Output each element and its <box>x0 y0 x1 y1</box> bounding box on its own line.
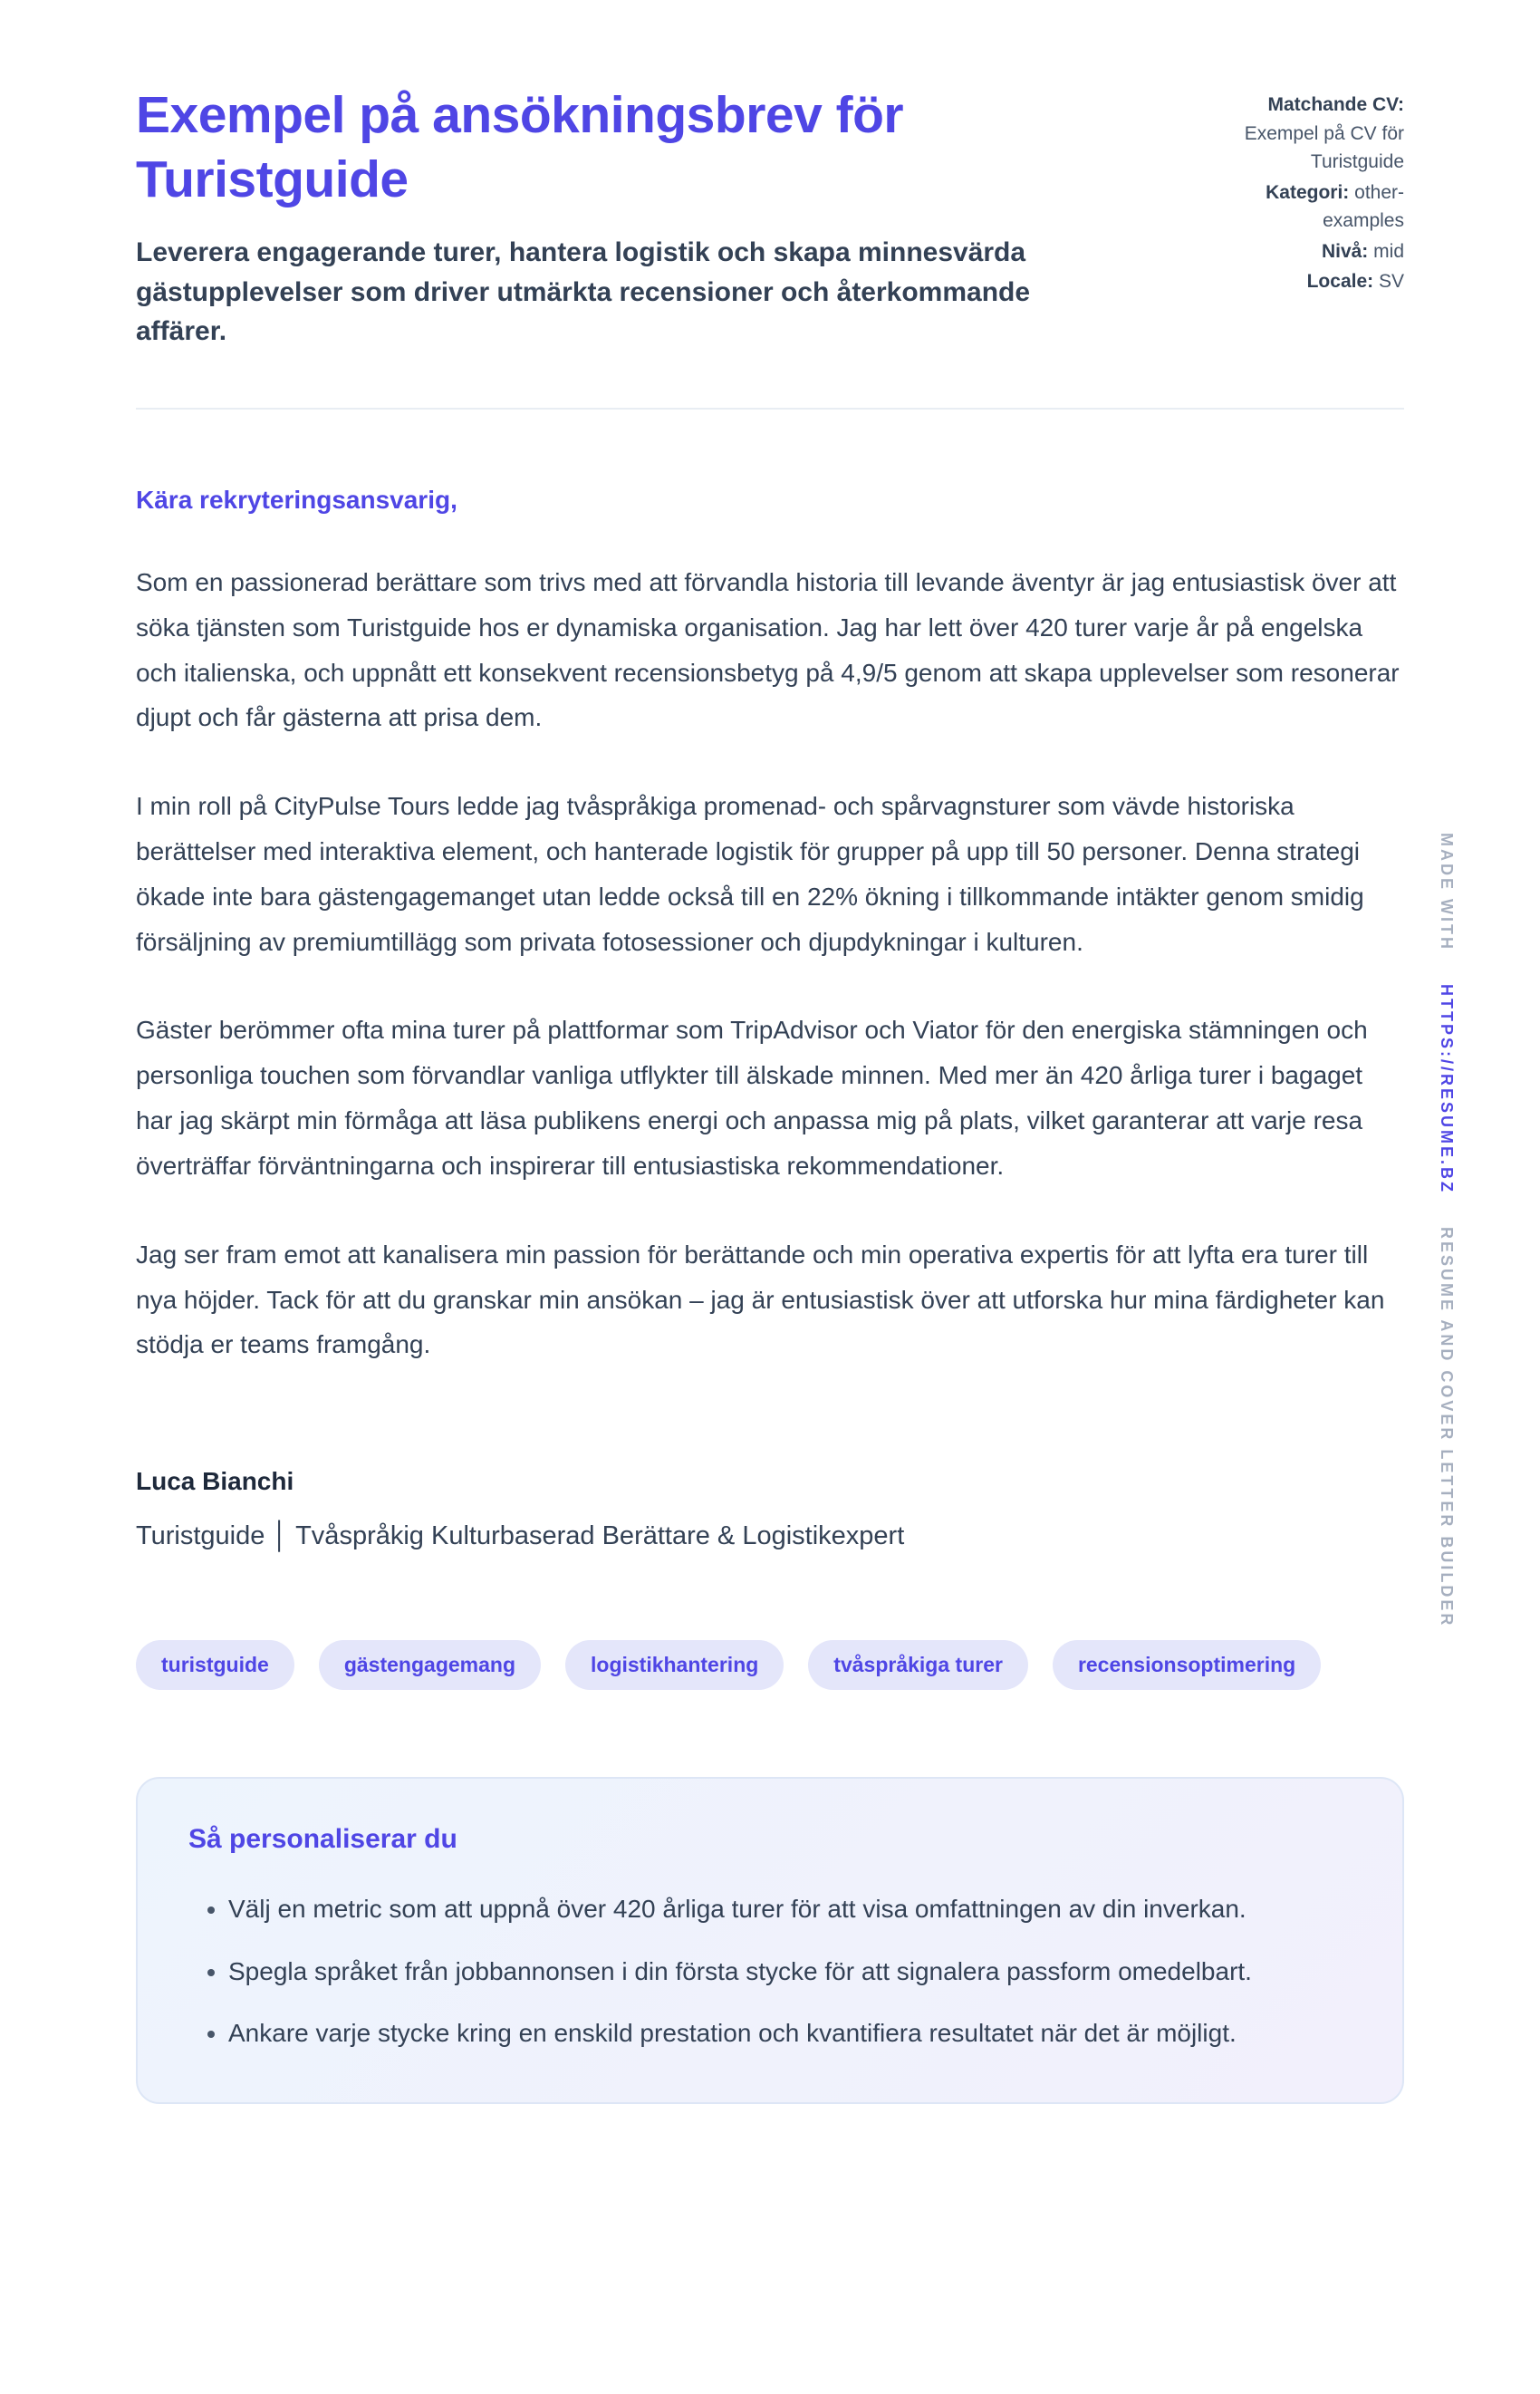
header-text-block <box>136 83 1155 352</box>
meta-panel <box>1191 91 1404 352</box>
meta-label: Locale: <box>1306 271 1374 292</box>
page-subtitle: Leverera engagerande turer, hantera logistik och skapa minnesvärda gästupplevelser som driver utmärkta recensioner och återkommande affärer. <box>136 237 1031 347</box>
watermark <box>1437 820 1456 1640</box>
tip-item-2: • Spegla språket från jobbannonsen i din första stycke för att signalera passform omedelbart. <box>228 1952 1352 1992</box>
letter-paragraph-2: I min roll på CityPulse Tours ledde jag tvåspråkiga promenad- och spårvagnsturer som vävde historiska berättelser med interaktiva element, och hanterade logistik för grupper på upp till 50 personer. Denna strategi ökade inte bara gästengagemanget utan ledde också till en 22% ökning i tillkommande intäkter genom smidig försäljning av premiumtillägg som privata fotosessioner och djupdykningar i kulturen. <box>136 792 1364 956</box>
tip-item-1: • Välj en metric som att uppnå över 420 årliga turer för att visa omfattningen av din inverkan. <box>228 1889 1352 1929</box>
header <box>136 83 1404 352</box>
meta-value: SV <box>1378 271 1404 292</box>
letter-paragraph-4: Jag ser fram emot att kanalisera min passion för berättande och min operativa expertis för att lyfta era turer till nya höjder. Tack för att du granskar min ansökan – jag är entusiastisk över att utforska hur mina färdigheter kan stödja er teams framgång. <box>136 1240 1385 1359</box>
letter-body <box>136 486 1404 2104</box>
watermark-made-with-label: MADE WITH <box>1438 833 1456 951</box>
letter-paragraph-3: Gäster berömmer ofta mina turer på plattformar som TripAdvisor och Viator för den energiska stämningen och personliga touchen som förvandlar vanliga utflykter till älskade minnen. Med mer än 420 årliga turer i bagaget har jag skärpt min förmåga att läsa publikens energi och anpassa mig på plats, vilket garanterar att varje resa överträffar förväntningarna och inspirerar till entusiastiska rekommendationer. <box>136 1016 1368 1180</box>
meta-level <box>1191 237 1404 266</box>
meta-category <box>1191 179 1404 236</box>
watermark-builder-label: RESUME AND COVER LETTER BUILDER <box>1438 1227 1456 1628</box>
signature-name: Luca Bianchi <box>136 1467 294 1496</box>
personalization-tips-card <box>136 1777 1404 2104</box>
tag-pill-gastengagemang[interactable]: gästengagemang <box>319 1640 541 1690</box>
tag-list <box>136 1640 1404 1690</box>
signature-role: Turistguide │ Tvåspråkig Kulturbaserad Berättare & Logistikexpert <box>136 1521 905 1551</box>
meta-label: Matchande CV: <box>1267 94 1404 115</box>
meta-label: Kategori: <box>1266 181 1350 203</box>
tag-pill-logistikhantering[interactable]: logistikhantering <box>565 1640 784 1690</box>
meta-value: Exempel på CV för Turistguide <box>1244 122 1404 172</box>
meta-value: other-examples <box>1323 181 1404 231</box>
tips-list <box>188 1889 1352 2053</box>
page-title: Exempel på ansökningsbrev för Turistguide <box>136 86 904 208</box>
tips-title: Så personaliserar du <box>188 1824 457 1855</box>
greeting: Kära rekryteringsansvarig, <box>136 485 457 514</box>
meta-locale <box>1191 267 1404 296</box>
letter-paragraph-1: Som en passionerad berättare som trivs med att förvandla historia till levande äventyr är jag entusiastisk över att söka tjänsten som Turistguide hos er dynamiska organisation. Jag har lett över 420 turer varje år på engelska och italienska, och uppnått ett konsekvent recensionsbetyg på 4,9/5 genom att skapa upplevelser som resonerar djupt och får gästerna att prisa dem. <box>136 567 1400 732</box>
tag-pill-tvasprakiga-turer[interactable]: tvåspråkiga turer <box>808 1640 1028 1690</box>
watermark-site-link[interactable]: HTTPS://RESUME.BZ <box>1438 984 1456 1195</box>
tip-item-3: • Ankare varje stycke kring en enskild prestation och kvantifiera resultatet när det är möjligt. <box>228 2013 1352 2053</box>
tag-pill-recensionsoptimering[interactable]: recensionsoptimering <box>1053 1640 1321 1690</box>
meta-value: mid <box>1373 240 1404 262</box>
divider <box>136 408 1404 410</box>
meta-label: Nivå: <box>1321 240 1369 262</box>
meta-matching-cv <box>1191 91 1404 177</box>
tag-pill-turistguide[interactable]: turistguide <box>136 1640 294 1690</box>
